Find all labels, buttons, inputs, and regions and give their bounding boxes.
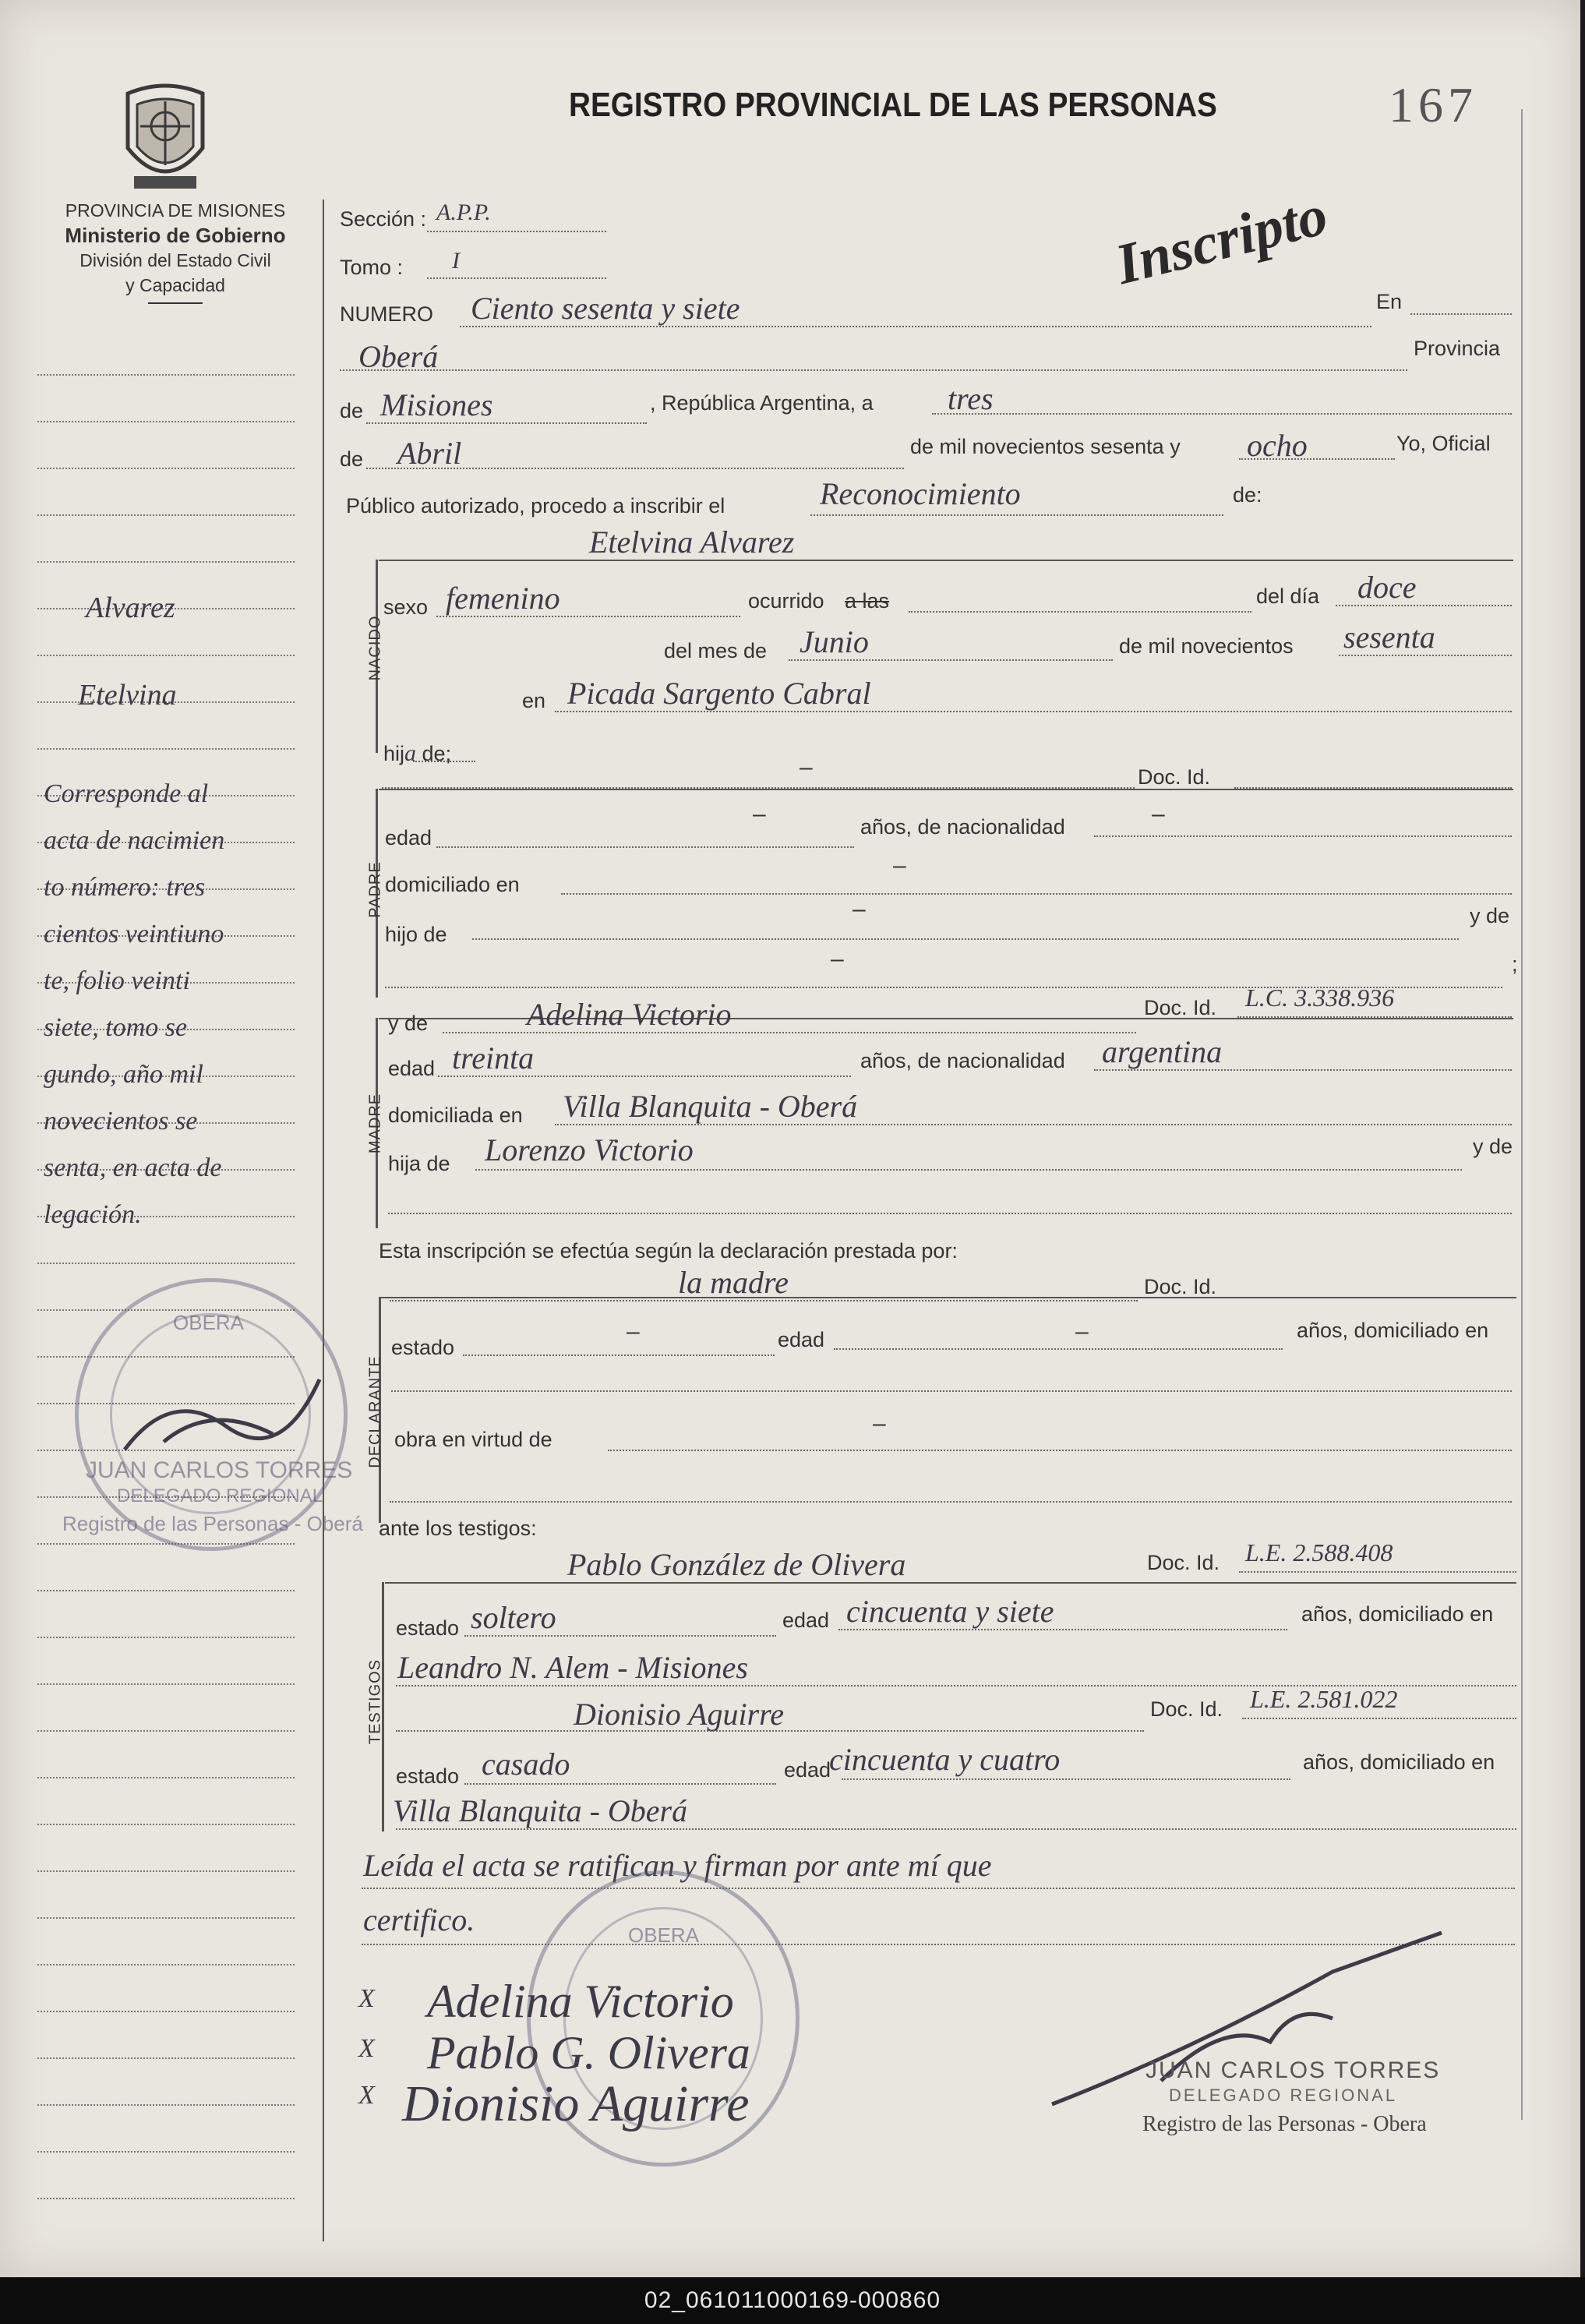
madre-dom-value: Villa Blanquita - Oberá [563,1089,858,1124]
signature-3: Dionisio Aguirre [402,2075,750,2132]
madre-anos-label: años, de nacionalidad [860,1049,1065,1072]
birth-day-value: doce [1357,570,1417,605]
official-office: Registro de las Personas - Obera [1142,2112,1427,2136]
seal-city-left: OBERA [173,1311,245,1334]
w2-edad-value: cincuenta y cuatro [829,1742,1061,1777]
signature-1: Adelina Victorio [427,1976,734,2027]
w1-estado-label: estado [396,1616,460,1640]
del-mes-label: del mes de [664,639,768,662]
birth-place-value: Picada Sargento Cabral [567,676,871,711]
w1-dom-value: Leandro N. Alem - Misiones [397,1650,748,1685]
testigos-intro: ante los testigos: [379,1517,537,1540]
mil-label: de mil novecientos sesenta y [910,435,1181,458]
hijo-label: hija de; [383,740,452,766]
division-line-2: y Capacidad [125,275,225,295]
margin-rule [37,1263,295,1264]
ministry-name: Ministerio de Gobierno [65,224,286,247]
madre-edad-label: edad [388,1057,436,1080]
margin-surname: Alvarez [86,592,175,624]
official-name: JUAN CARLOS TORRES [1146,2057,1441,2083]
w2-anos-label: años, domiciliado en [1303,1750,1495,1774]
margin-rule [37,1637,295,1638]
sig-mark-3: X [358,2081,375,2110]
w2-edad-label: edad [784,1758,831,1782]
margin-rule [37,514,295,516]
declarante-obra-label: obra en virtud de [394,1428,552,1451]
seal-city-bottom: OBERA [628,1923,700,1947]
margin-stamp-office: Registro de las Personas - Oberá [62,1512,363,1535]
tomo-label: Tomo : [340,256,404,279]
madre-doc-value: L.C. 3.338.936 [1245,984,1395,1012]
madre-hija-value: Lorenzo Victorio [485,1132,694,1167]
document-page: PROVINCIA DE MISIONES Ministerio de Gobierno División del Estado Civil y Capacidad REGISTRO PROVINCIAL DE LAS PERSONAS 167 Alvarez Etelvina Corresponde al acta de nacimien to número: tres cientos veintiuno te, folio veinti siete, tomo se gundo, año mil novecientos se senta, en acta de legación. OBERA JUAN CARLOS TORRES DELEGADO REGIONAL Registro de las Personas - Oberá Sección : A.P.P. Tomo : I NUMERO Ciento sesenta y siete Inscripto En Oberá Provincia de Misiones , República Argentina, a tres de Abril de mil novecientos sesenta y ocho Yo, Oficial Público autorizado, procedo a inscribir el Reconocimiento de: NACIDO Etelvina Alvarez sexo femenino ocurrido a las del día doce del mes de Junio de mil novecientos sesenta en Picada Sargento Cabral hija de; – Doc. Id. PADRE edad – años, de nacionalidad – domiciliado en – hijo de – y de – ; MADRE y de Adelina Victorio Doc. Id. L.C. 3.338.936 edad treinta años, de nacionalidad argentina domiciliada en Villa Blanquita - Oberá hija de Lorenzo Victorio y de Esta inscripción se efectúa según la declaración prestada por: la madre Doc. Id. DECLARANTE estado – edad – años, domiciliado en obra en virtud de – ante los testigos: TESTIGOS Pablo González de Olivera Doc. Id. L.E. 2.588.408 estado soltero edad cincuenta y siete años, domiciliado en Leandro N. Alem - Misiones Dionisio Aguirre Doc. Id. L.E. 2.581.022 estado casado edad cincuenta y cuatro años, domiciliado en Villa Blanquita - Oberá Leída el acta se ratifican y firman por ante mí que certifico. OBERA X Adelina Victorio X Pablo G. Olivera X Dionisio Aguirre JUAN CARLOS TORRES DELEGADO REGIONAL Registro de las Personas - Obera [0,0,1580,2277]
declarante-edad-label: edad [778,1328,825,1351]
province-name: PROVINCIA DE MISIONES [65,200,286,221]
yo-label: Yo, Oficial [1396,432,1491,455]
margin-rule [37,2151,295,2153]
signature-2: Pablo G. Olivera [427,2027,750,2079]
padre-section-label: PADRE [366,861,384,918]
margin-rule [37,1777,295,1778]
official-title: DELEGADO REGIONAL [1169,2086,1398,2105]
margin-rule [37,2198,295,2199]
w2-dom-value: Villa Blanquita - Oberá [393,1793,688,1828]
madre-doc-label: Doc. Id. [1144,996,1217,1019]
margin-signature-icon [117,1356,351,1473]
ocurrido-label: ocurrido [748,589,824,613]
act-value: Reconocimiento [820,476,1021,511]
margin-rule [37,655,295,656]
birth-month-value: Junio [800,624,869,659]
declarante-estado-label: estado [391,1336,455,1359]
declarante-intro: Esta inscripción se efectúa según la declaración prestada por: [379,1239,958,1263]
margin-rule [37,468,295,469]
madre-section-label: MADRE [366,1093,384,1154]
w2-doc-label: Doc. Id. [1150,1697,1223,1721]
de-label: de [340,399,364,422]
margin-rule [37,2104,295,2106]
w2-doc-value: L.E. 2.581.022 [1250,1685,1398,1713]
padre-y-de-label: y de [1470,904,1510,927]
madre-name-value: Adelina Victorio [527,997,732,1032]
provincia-label: Provincia [1414,337,1501,360]
sexo-value: femenino [446,581,560,616]
day-value: tres [948,381,994,416]
sig-mark-2: X [358,2034,375,2063]
margin-rule [37,1683,295,1685]
nacido-section-label: NACIDO [366,615,384,681]
closing-line-1: Leída el acta se ratifican y firman por ante mí que [363,1848,992,1883]
padre-semicolon: ; [1512,952,1518,976]
margin-rule [37,1590,295,1591]
nacido-mil-label: de mil novecientos [1119,634,1294,658]
publico-label: Público autorizado, procedo a inscribir el [346,494,725,517]
padre-hijo-label: hijo de [385,923,447,946]
nacido-name: Etelvina Alvarez [589,524,795,560]
margin-note-line: siete, tomo se [44,1013,188,1042]
province-value: Misiones [380,387,493,422]
madre-nac-value: argentina [1102,1034,1223,1069]
nacido-en-label: en [522,689,546,712]
padre-domiciliado-label: domiciliado en [385,873,520,896]
declarante-anos-label: años, domiciliado en [1297,1319,1489,1342]
en-label: En [1376,290,1403,313]
margin-note-line: to número: tres [44,873,206,902]
del-dia-label: del día [1256,585,1320,608]
margin-note-line: senta, en acta de [44,1153,222,1182]
w1-estado-value: soltero [471,1600,556,1635]
closing-line-2: certifico. [363,1902,475,1937]
page-title: REGISTRO PROVINCIAL DE LAS PERSONAS [569,86,1217,124]
margin-rule [37,421,295,422]
nacido-doc-label: Doc. Id. [1138,765,1211,789]
numero-label: NUMERO [340,302,433,326]
sexo-label: sexo [383,595,429,619]
month-value: Abril [397,436,462,471]
division-line-1: División del Estado Civil [79,250,271,270]
footer-image-id: 02_061011000169-000860 [0,2277,1585,2324]
tomo-value: I [452,248,460,274]
margin-note-line: Corresponde al [44,779,209,808]
de2-label: de [340,447,364,471]
coat-of-arms-icon [117,78,214,193]
republica-label: , República Argentina, a [650,391,874,415]
margin-rule [37,2011,295,2012]
w2-estado-value: casado [482,1747,570,1782]
declarante-name-value: la madre [678,1265,789,1300]
margin-note-line: acta de nacimien [44,826,225,855]
margin-stamp-title: DELEGADO REGIONAL [117,1485,323,1506]
w2-name-value: Dionisio Aguirre [574,1697,785,1732]
year-value: ocho [1247,428,1308,463]
madre-y-de-label: y de [388,1012,429,1035]
ministry-block [31,198,319,304]
madre-hija-label: hija de [388,1152,450,1175]
padre-edad-label: edad [385,826,432,849]
de3-label: de: [1233,483,1262,507]
padre-anos-label: años, de nacionalidad [860,815,1065,839]
margin-rule [37,1824,295,1825]
a-las-label: a las [845,589,890,613]
place-value: Oberá [358,339,439,374]
margin-rule [37,1917,295,1919]
margin-rule [37,374,295,376]
margin-note-line: legación. [44,1200,142,1229]
margin-note-line: te, folio veinti [44,966,190,995]
w1-edad-value: cincuenta y siete [846,1594,1054,1629]
margin-rule [37,1730,295,1732]
numero-annotation: Inscripto [1110,182,1334,298]
birth-year-value: sesenta [1343,620,1435,655]
margin-rule [37,1870,295,1872]
w1-name-value: Pablo González de Olivera [567,1547,906,1582]
seccion-label: Sección : [340,207,427,231]
w2-estado-label: estado [396,1764,460,1788]
declarante-section-label: DECLARANTE [366,1355,384,1468]
madre-domiciliada-label: domiciliada en [388,1104,523,1127]
margin-rule [37,561,295,563]
margin-note-line: cientos veintiuno [44,920,224,948]
madre-edad-value: treinta [452,1040,535,1075]
margin-note-line: gundo, año mil [44,1060,203,1089]
w1-doc-label: Doc. Id. [1147,1551,1220,1574]
w1-anos-label: años, domiciliado en [1301,1602,1494,1626]
page-number: 167 [1389,77,1477,132]
numero-value: Ciento sesenta y siete [471,291,740,326]
margin-note-line: novecientos se [44,1107,198,1136]
margin-stamp-name: JUAN CARLOS TORRES [86,1457,353,1483]
w1-edad-label: edad [782,1609,830,1632]
seccion-value: A.P.P. [436,200,491,225]
margin-rule [37,2057,295,2059]
w1-doc-value: L.E. 2.588.408 [1245,1538,1393,1566]
margin-given-name: Etelvina [78,679,177,712]
madre-y-de2-label: y de [1473,1135,1513,1158]
declarante-doc-label: Doc. Id. [1144,1275,1217,1298]
margin-rule [37,1964,295,1966]
sig-mark-1: X [358,1984,375,2013]
testigos-section-label: TESTIGOS [366,1658,384,1745]
margin-rule [37,748,295,750]
